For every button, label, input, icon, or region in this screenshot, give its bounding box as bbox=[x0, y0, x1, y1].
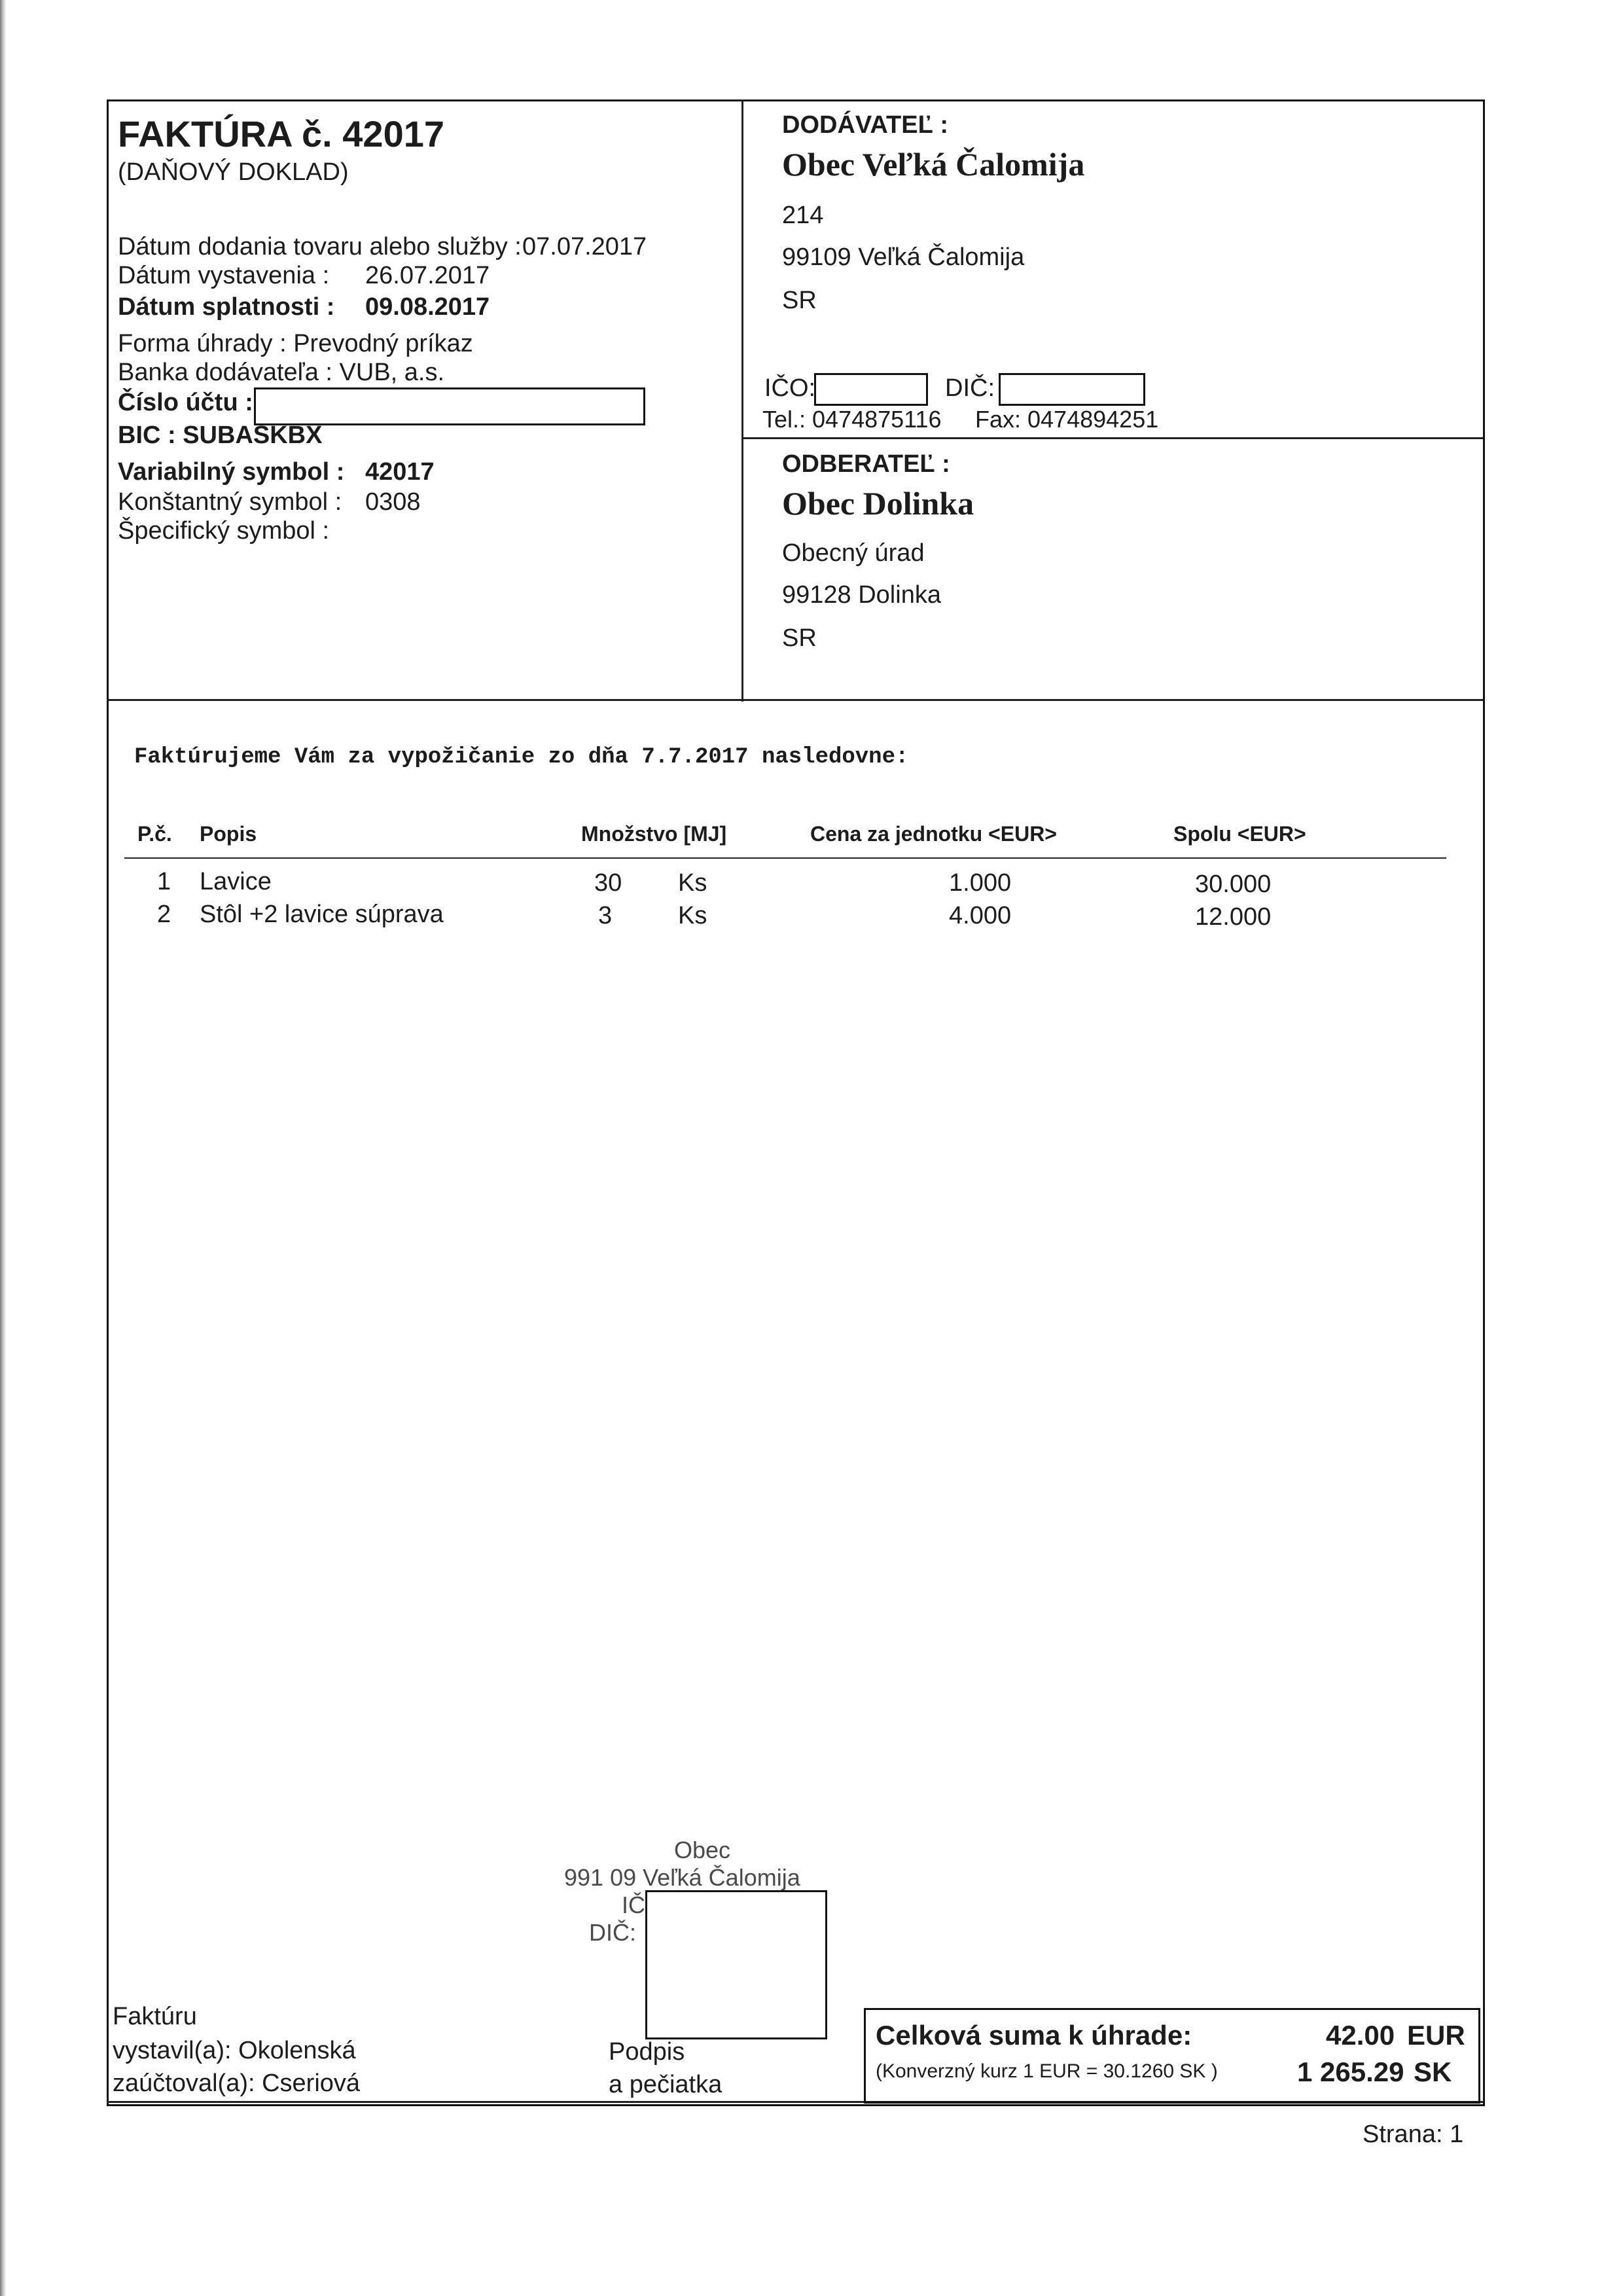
stamp-dic: DIČ: bbox=[589, 1919, 636, 1946]
row-qty: 30 bbox=[594, 869, 622, 897]
row-total: 30.000 bbox=[1195, 870, 1272, 898]
customer-line2: 99128 Dolinka bbox=[782, 581, 941, 609]
booked-by: zaúčtoval(a): Cseriová bbox=[113, 2070, 361, 2097]
row-total: 12.000 bbox=[1195, 903, 1272, 931]
total-eur: 42.00 bbox=[1326, 2020, 1395, 2051]
account-label: Číslo účtu : bbox=[118, 389, 253, 416]
variable-symbol: 42017 bbox=[365, 458, 435, 486]
row-unit-price: 4.000 bbox=[949, 902, 1012, 929]
issued-by: vystavil(a): Okolenská bbox=[113, 2037, 356, 2064]
supplier-ico-redaction-box bbox=[814, 373, 928, 406]
supplier-tel: Tel.: 0474875116 bbox=[762, 406, 942, 433]
table-header-divider bbox=[124, 857, 1446, 859]
row-qty: 3 bbox=[598, 902, 613, 929]
delivery-date: 07.07.2017 bbox=[522, 233, 647, 260]
supplier-line2: 99109 Veľká Čalomija bbox=[782, 243, 1025, 271]
row-desc: Stôl +2 lavice súprava bbox=[200, 901, 444, 928]
due-date: 09.08.2017 bbox=[365, 293, 490, 321]
intro-text: Faktúrujeme Vám za vypožičanie zo dňa 7.7.2017 nasledovne: bbox=[134, 745, 909, 770]
col-header-no: P.č. bbox=[137, 822, 172, 846]
stamp-ico: IČ bbox=[622, 1892, 645, 1918]
currency-sk: SK bbox=[1414, 2056, 1452, 2087]
constant-symbol: 0308 bbox=[365, 488, 421, 516]
due-date-label: Dátum splatnosti : bbox=[118, 293, 335, 321]
col-header-desc: Popis bbox=[200, 822, 257, 846]
col-header-unit-price: Cena za jednotku <EUR> bbox=[810, 822, 1057, 846]
customer-name: Obec Dolinka bbox=[782, 485, 974, 522]
supplier-fax: Fax: 0474894251 bbox=[975, 406, 1159, 433]
supplier-name: Obec Veľká Čalomija bbox=[782, 146, 1085, 183]
supplier-customer-divider bbox=[741, 437, 1483, 439]
total-sk: 1 265.29 bbox=[1297, 2056, 1404, 2087]
page-number: Strana: 1 bbox=[1363, 2121, 1464, 2148]
stamp-redaction-box bbox=[645, 1890, 827, 2039]
stamp-line1: Obec bbox=[674, 1837, 731, 1863]
row-no: 2 bbox=[157, 901, 171, 928]
specific-symbol-label: Špecifický symbol : bbox=[118, 517, 330, 545]
col-header-total: Spolu <EUR> bbox=[1173, 822, 1306, 846]
col-header-qty: Množstvo [MJ] bbox=[581, 822, 727, 846]
row-unit: Ks bbox=[678, 902, 707, 929]
supplier-bank: Banka dodávateľa : VUB, a.s. bbox=[118, 359, 445, 386]
scan-edge bbox=[0, 0, 7, 2296]
bic: BIC : SUBASKBX bbox=[118, 422, 323, 449]
row-no: 1 bbox=[157, 868, 171, 895]
payment-form: Forma úhrady : Prevodný príkaz bbox=[118, 330, 473, 357]
account-redaction-box bbox=[254, 387, 645, 425]
customer-heading: ODBERATEĽ : bbox=[782, 450, 950, 478]
conversion-rate: (Konverzný kurz 1 EUR = 30.1260 SK ) bbox=[876, 2060, 1218, 2082]
header-bottom-divider bbox=[107, 699, 1483, 701]
header-vertical-divider bbox=[741, 99, 743, 702]
total-label: Celková suma k úhrade: bbox=[876, 2020, 1192, 2051]
signature-label-2: a pečiatka bbox=[609, 2071, 722, 2098]
delivery-date-label: Dátum dodania tovaru alebo služby : bbox=[118, 233, 522, 260]
issue-date: 26.07.2017 bbox=[365, 262, 490, 289]
row-desc: Lavice bbox=[200, 868, 272, 895]
variable-symbol-label: Variabilný symbol : bbox=[118, 458, 345, 486]
constant-symbol-label: Konštantný symbol : bbox=[118, 488, 342, 516]
currency-eur: EUR bbox=[1407, 2020, 1465, 2051]
customer-line1: Obecný úrad bbox=[782, 539, 925, 567]
customer-line3: SR bbox=[782, 624, 817, 652]
supplier-line3: SR bbox=[782, 287, 817, 314]
invoice-title: FAKTÚRA č. 42017 bbox=[118, 113, 444, 154]
supplier-heading: DODÁVATEĽ : bbox=[782, 111, 949, 139]
issued-heading: Faktúru bbox=[113, 2003, 197, 2030]
supplier-dic-label: DIČ: bbox=[945, 374, 995, 402]
invoice-subtitle: (DAŇOVÝ DOKLAD) bbox=[118, 158, 349, 186]
row-unit-price: 1.000 bbox=[949, 869, 1012, 897]
stamp-line2: 991 09 Veľká Čalomija bbox=[564, 1864, 800, 1891]
supplier-dic-redaction-box bbox=[999, 373, 1145, 406]
supplier-line1: 214 bbox=[782, 202, 824, 229]
issue-date-label: Dátum vystavenia : bbox=[118, 262, 330, 289]
signature-label-1: Podpis bbox=[609, 2038, 685, 2066]
row-unit: Ks bbox=[678, 869, 707, 897]
supplier-ico-label: IČO: bbox=[764, 374, 816, 402]
